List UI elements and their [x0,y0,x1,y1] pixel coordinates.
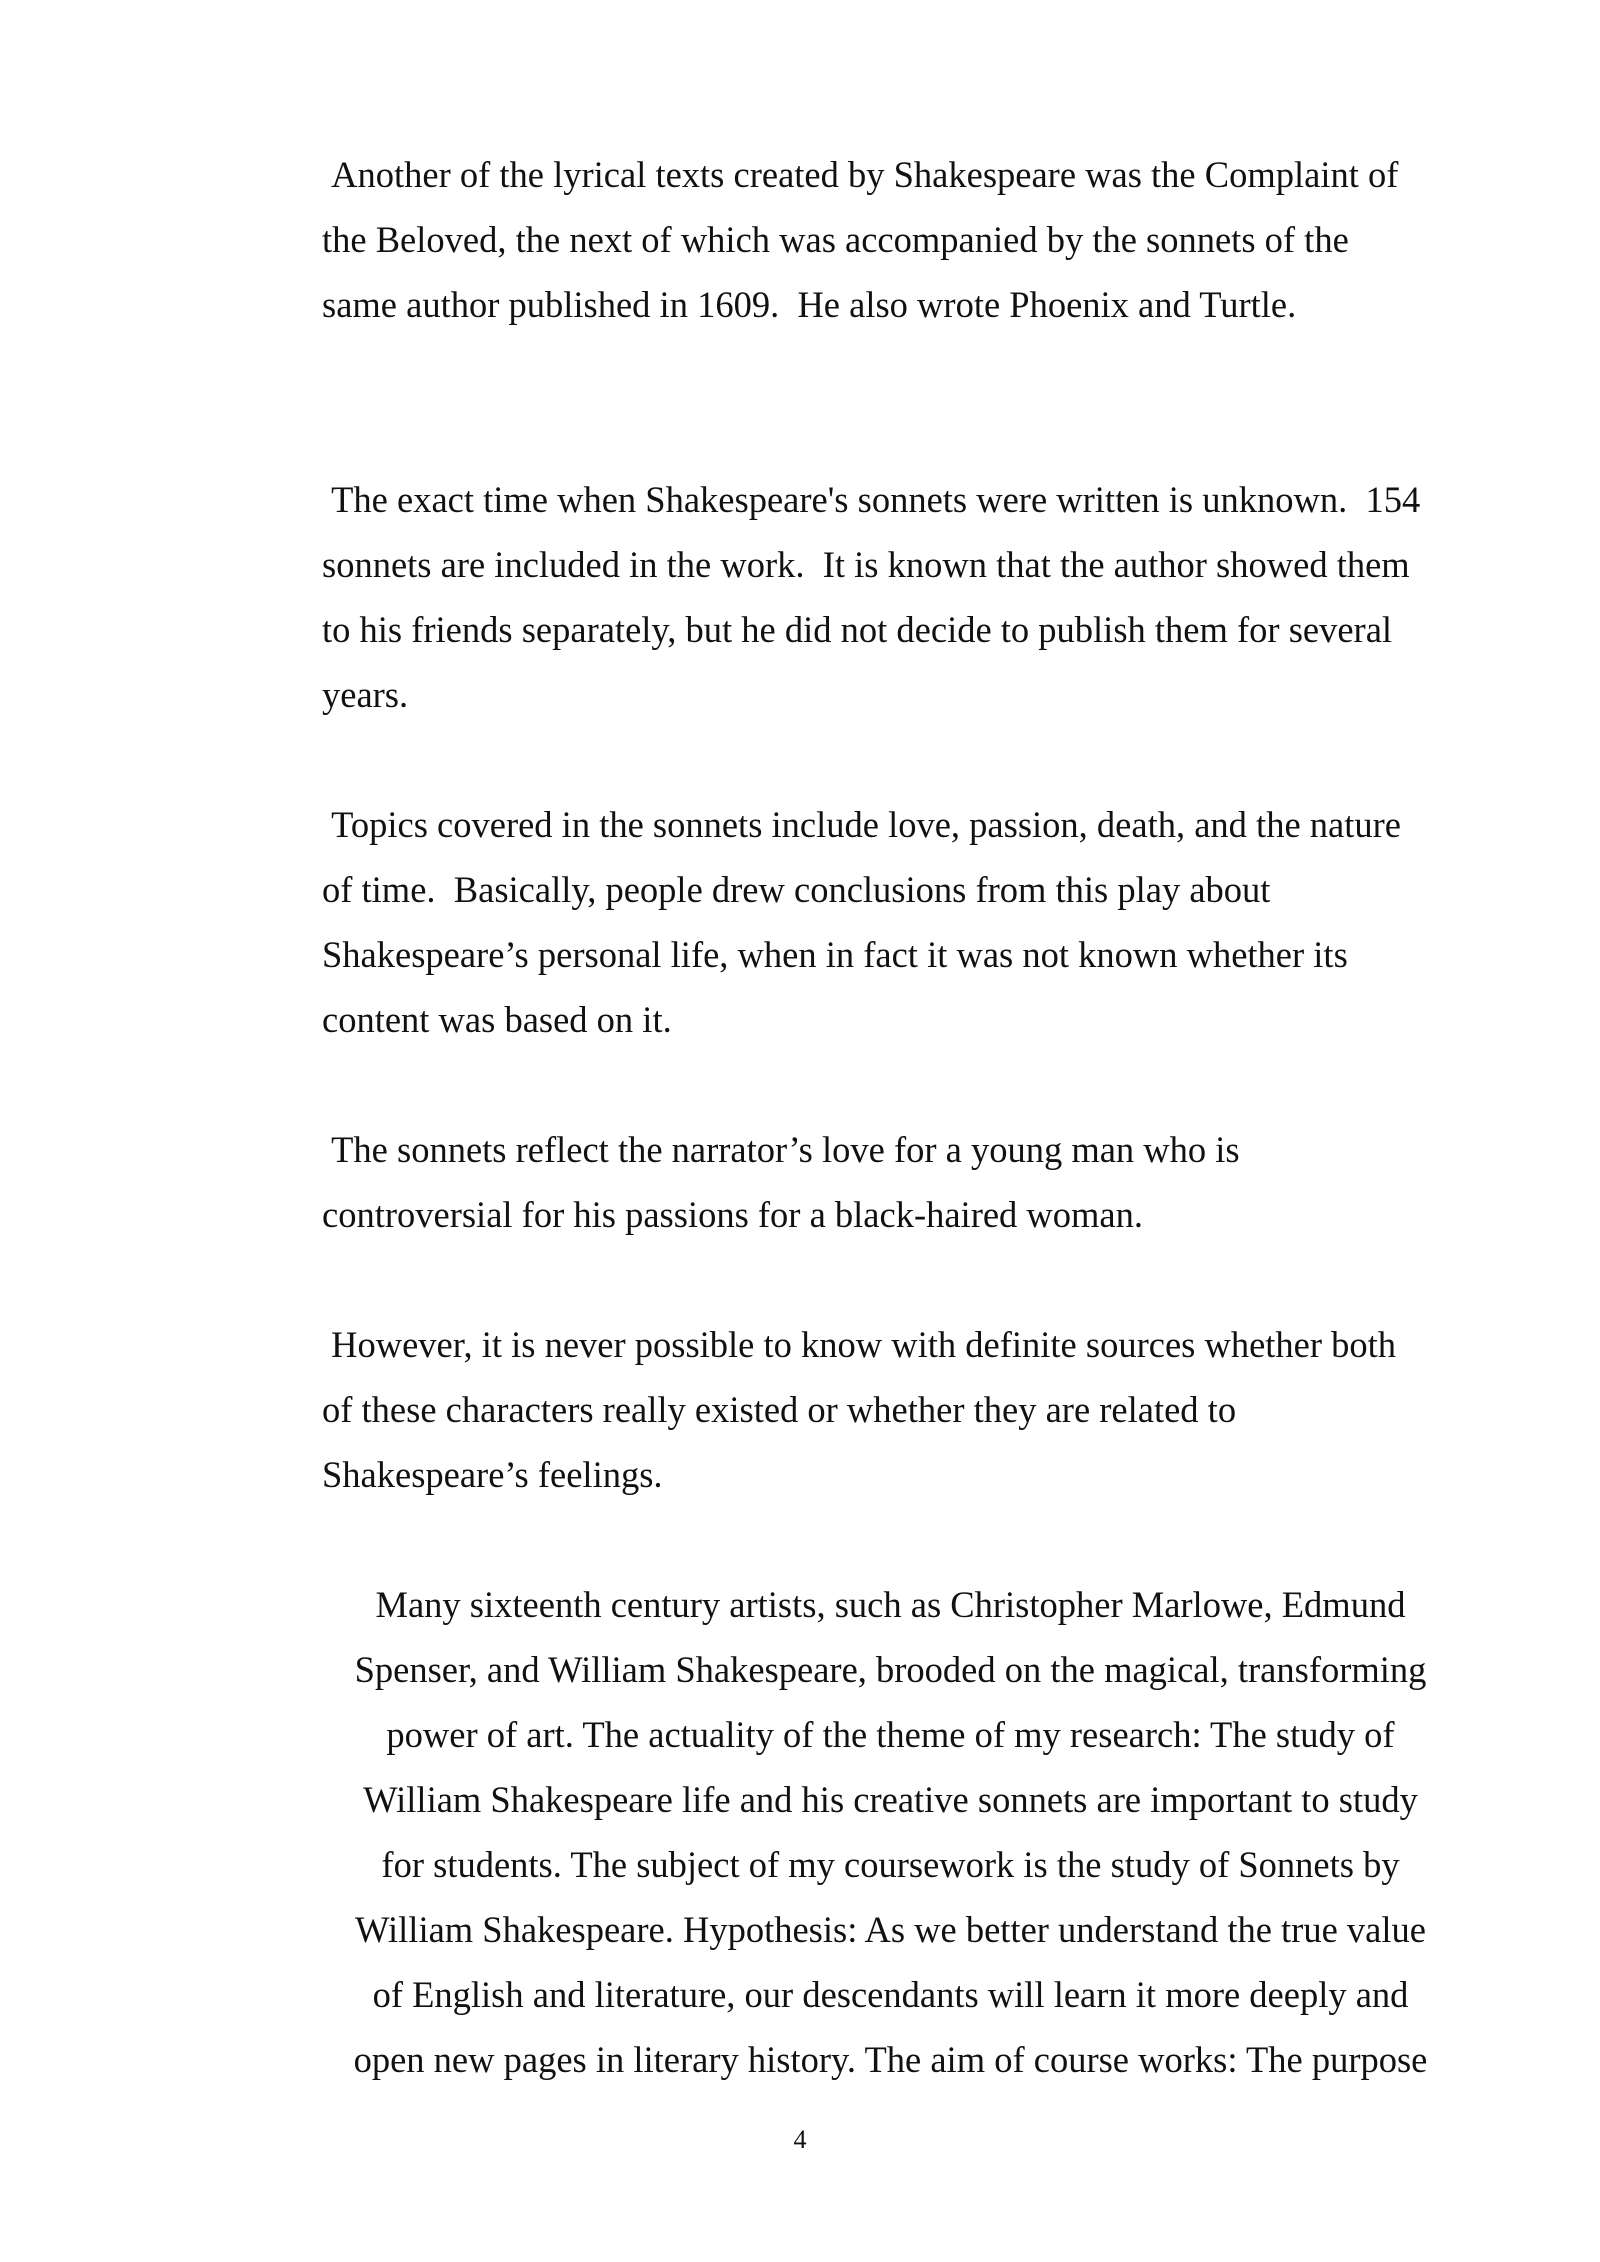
paragraph-sonnets-timing: The exact time when Shakespeare's sonnets were written is unknown. 154 sonnets are included in the work. It is known that the author showed them to his friends separately, but he did not decide to publish them for several years. [322,479,1421,715]
paragraph-research-intro: Many sixteenth century artists, such as Christopher Marlowe, Edmund Spenser, and William Shakespeare, brooded on the magical, transforming power of art. The actuality of the theme of my research: The study of William Shakespeare life and his creative sonnets are important to study for students. The subject of my coursework is the study of Sonnets by William Shakespeare. Hypothesis: As we better understand the true value of English and literature, our descendants will learn it more deeply and open new pages in literary history. The aim of course works: The purpose [353,1584,1428,2080]
paragraph-complaint-of-beloved: Another of the lyrical texts created by Shakespeare was the Complaint of the Beloved, the next of which was accompanied by the sonnets of the same author published in 1609. He also wrote Phoenix and Turtle. [322,154,1399,325]
page-number: 4 [793,2125,807,2154]
paragraph-narrator-love: The sonnets reflect the narrator’s love for a young man who is controversial for his passions for a black-haired woman. [322,1129,1240,1235]
paragraph-sonnet-topics: Topics covered in the sonnets include love, passion, death, and the nature of time. Basically, people drew conclusions from this play about Shakespeare’s personal life, when in fact it was not known whether its content was based on it. [322,804,1401,1040]
paragraph-characters-existence: However, it is never possible to know with definite sources whether both of these characters really existed or whether they are related to Shakespeare’s feelings. [322,1324,1397,1495]
